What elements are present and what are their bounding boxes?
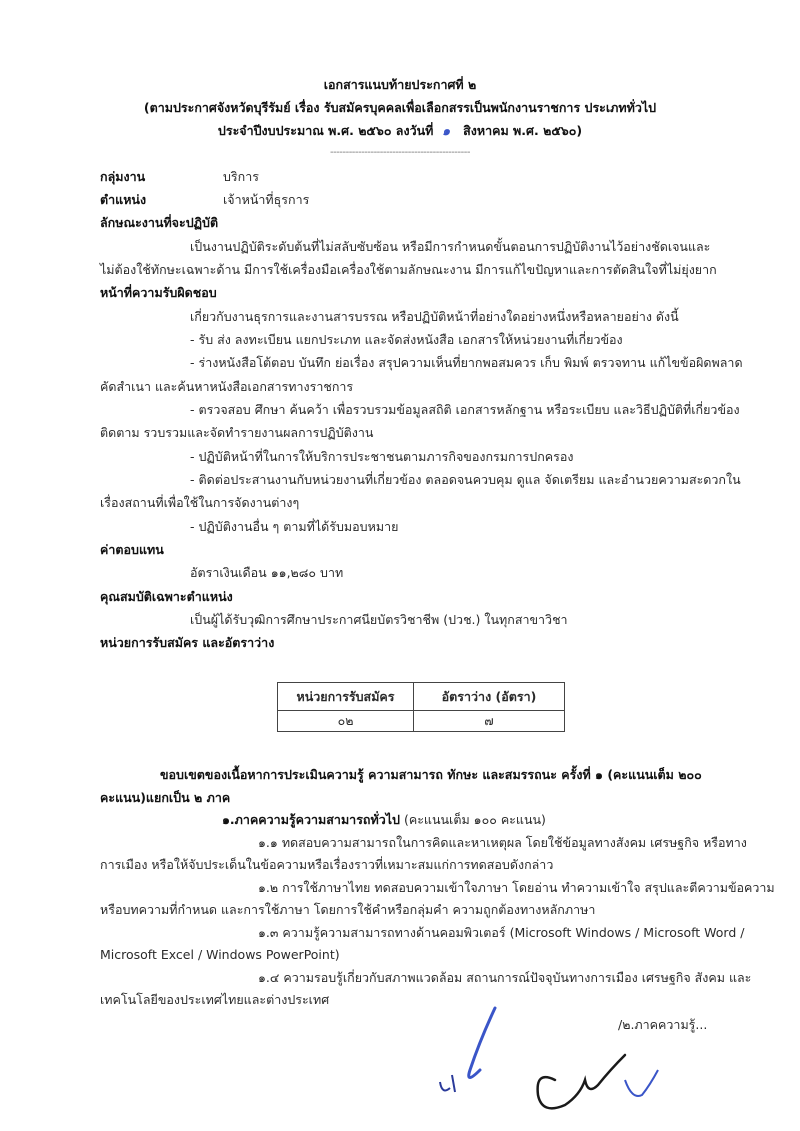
date-prefix: ประจำปีงบประมาณ พ.ศ. ๒๕๖๐ ลงวันที่ bbox=[217, 123, 434, 138]
duty-item-cont: คัดสำเนา และค้นหาหนังสือเอกสารทางราชการ bbox=[100, 379, 354, 394]
scope-text: คะแนน)แยกเป็น ๒ ภาค bbox=[100, 790, 231, 805]
recruit-table bbox=[277, 682, 565, 732]
scope-item-cont: การเมือง หรือให้จับประเด็นในข้อความหรือเรื่องราวที่เหมาะสมแก่การทดสอบดังกล่าว bbox=[100, 857, 554, 872]
scope-item: ๑.๒ การใช้ภาษาไทย ทดสอบความเข้าใจภาษา โดยอ่าน ทำความเข้าใจ สรุปและตีความข้อความ bbox=[258, 880, 775, 895]
column-header: อัตราว่าง (อัตรา) bbox=[414, 683, 565, 711]
salary-text: อัตราเงินเดือน ๑๑,๒๘๐ บาท bbox=[190, 565, 344, 580]
table-header-row bbox=[278, 683, 565, 711]
position-label: ตำแหน่ง bbox=[100, 192, 147, 207]
document-date bbox=[0, 121, 800, 141]
signature-stroke-blue bbox=[469, 1008, 495, 1078]
compensation-heading: ค่าตอบแทน bbox=[100, 542, 164, 557]
signature-blue-small bbox=[625, 1070, 658, 1096]
table-row bbox=[278, 711, 565, 732]
duty-item: - ตรวจสอบ ศึกษา ค้นคว้า เพื่อรวบรวมข้อมูลสถิติ เอกสารหลักฐาน หรือระเบียบ และวิธีปฏิบัติที่เกี่ยวข้อง bbox=[190, 402, 740, 417]
duty-item-cont: เรื่องสถานที่เพื่อใช้ในการจัดงานต่างๆ bbox=[100, 495, 300, 510]
duties-intro: เกี่ยวกับงานธุรการและงานสารบรรณ หรือปฏิบัติหน้าที่อย่างใดอย่างหนึ่งหรือหลายอย่าง ดังนี้ bbox=[190, 309, 679, 324]
qualification-text: เป็นผู้ได้รับวุฒิการศึกษาประกาศนียบัตรวิชาชีพ (ปวช.) ในทุกสาขาวิชา bbox=[190, 612, 568, 627]
job-nature-text: ไม่ต้องใช้ทักษะเฉพาะด้าน มีการใช้เครื่องมือเครื่องใช้ตามลักษณะงาน มีการแก้ไขปัญหาและการตัดสินใจที่ไม่ยุ่งยาก bbox=[100, 262, 717, 277]
table-cell: ๗ bbox=[414, 711, 565, 732]
part1-title: ๑.ภาคความรู้ความสามารถทั่วไป bbox=[222, 812, 400, 827]
duty-item: - ร่างหนังสือโต้ตอบ บันทึก ย่อเรื่อง สรุปความเห็นที่ยากพอสมควร เก็บ พิมพ์ ตรวจทาน แก้ไขข้อผิดพลาด bbox=[190, 355, 743, 370]
duty-item: - รับ ส่ง ลงทะเบียน แยกประเภท และจัดส่งหนังสือ เอกสารให้หน่วยงานที่เกี่ยวข้อง bbox=[190, 332, 623, 347]
group-label: กลุ่มงาน bbox=[100, 169, 146, 184]
signatures bbox=[420, 1000, 680, 1125]
column-header: หน่วยการรับสมัคร bbox=[278, 683, 414, 711]
scope-item-cont: หรือบทความที่กำหนด และการใช้ภาษา โดยการใช้คำหรือกลุ่มคำ ความถูกต้องทางหลักภาษา bbox=[100, 902, 596, 917]
group-value: บริการ bbox=[223, 169, 259, 184]
scope-item: ๑.๓ ความรู้ความสามารถทางด้านคอมพิวเตอร์ (Microsoft Windows / Microsoft Word / bbox=[258, 925, 745, 940]
duty-item: - ติดต่อประสานงานกับหน่วยงานที่เกี่ยวข้อง ตลอดจนควบคุม ดูแล จัดเตรียม และอำนวยความสะดวกใน bbox=[190, 472, 741, 487]
continued-marker: /๒.ภาคความรู้... bbox=[618, 1017, 708, 1032]
signature-initial bbox=[440, 1075, 455, 1092]
part1-score: (คะแนนเต็ม ๑๐๐ คะแนน) bbox=[403, 812, 546, 827]
job-nature-text: เป็นงานปฏิบัติระดับต้นที่ไม่สลับซับซ้อน หรือมีการกำหนดขั้นตอนการปฏิบัติงานไว้อย่างชัดเจนและ bbox=[190, 239, 711, 254]
document-subtitle: (ตามประกาศจังหวัดบุรีรัมย์ เรื่อง รับสมัครบุคคลเพื่อเลือกสรรเป็นพนักงานราชการ ประเภททั่วไป bbox=[143, 100, 657, 115]
header-divider: --------------------------------------------- bbox=[330, 147, 470, 158]
handwritten-day: ๑ bbox=[442, 123, 451, 138]
part1-heading bbox=[222, 810, 546, 830]
scope-item-cont: Microsoft Excel / Windows PowerPoint) bbox=[100, 947, 340, 962]
recruit-heading: หน่วยการรับสมัคร และอัตราว่าง bbox=[100, 635, 275, 650]
scope-item-cont: เทคโนโลยีของประเทศไทยและต่างประเทศ bbox=[100, 992, 330, 1007]
table-cell: ๐๒ bbox=[278, 711, 414, 732]
date-suffix: สิงหาคม พ.ศ. ๒๕๖๐) bbox=[463, 123, 583, 138]
job-nature-heading: ลักษณะงานที่จะปฏิบัติ bbox=[100, 215, 219, 230]
scope-item: ๑.๑ ทดสอบความสามารถในการคิดและหาเหตุผล โดยใช้ข้อมูลทางสังคม เศรษฐกิจ หรือทาง bbox=[258, 835, 747, 850]
duties-heading: หน้าที่ความรับผิดชอบ bbox=[100, 285, 217, 300]
duty-item-cont: ติดตาม รวบรวมและจัดทำรายงานผลการปฏิบัติงาน bbox=[100, 425, 374, 440]
scope-item: ๑.๔ ความรอบรู้เกี่ยวกับสภาพแวดล้อม สถานการณ์ปัจจุบันทางการเมือง เศรษฐกิจ สังคม และ bbox=[258, 970, 752, 985]
duty-item: - ปฏิบัติงานอื่น ๆ ตามที่ได้รับมอบหมาย bbox=[190, 519, 399, 534]
scope-text: ขอบเขตของเนื้อหาการประเมินความรู้ ความสามารถ ทักษะ และสมรรถนะ ครั้งที่ ๑ (คะแนนเต็ม ๒๐๐ bbox=[160, 767, 702, 782]
document-title: เอกสารแนบท้ายประกาศที่ ๒ bbox=[323, 77, 477, 92]
qualification-heading: คุณสมบัติเฉพาะตำแหน่ง bbox=[100, 589, 233, 604]
signature-black bbox=[538, 1055, 625, 1108]
duty-item: - ปฏิบัติหน้าที่ในการให้บริการประชาชนตามภารกิจของกรมการปกครอง bbox=[190, 449, 574, 464]
position-value: เจ้าหน้าที่ธุรการ bbox=[223, 192, 310, 207]
